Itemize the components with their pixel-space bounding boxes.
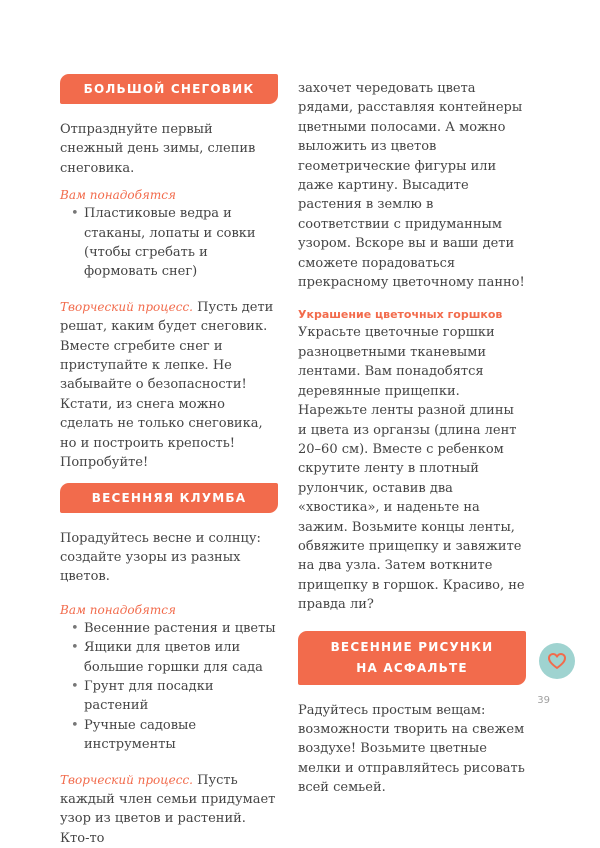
heart-badge — [539, 643, 575, 679]
left-column — [60, 74, 278, 848]
pots-text: Украсьте цветочные горшки разноцветными тканевыми лентами. Вам понадобятся деревянные прищепки. Нарежьте ленты разной длины и цвета из органзы (длина лент 20–60 см). Вместе с ребенком скрутите ленту в плотный рулончик, оставив два «хвостика», и наденьте на зажим. Возьмите концы ленты, обвяжите прищепку и завяжите на два узла. Затем воткните прищепку в горшок. Красиво, не правда ли? — [298, 325, 525, 613]
asphalt-section-title — [298, 631, 526, 685]
snowman-needs-label: Вам понадобятся — [60, 188, 176, 203]
flowerbed-process-label: Творческий процесс. — [60, 772, 193, 787]
flowerbed-process — [60, 771, 278, 848]
asphalt-title-line2: НА АСФАЛЬТЕ — [356, 660, 468, 675]
snowman-process-text: Пусть дети решат, каким будет снеговик. Вместе сгребите снег и приступайте к лепке. Не забывайте о безопасности! Кстати, из снега можно сделать не только снеговика, но и построить крепость! Попробуйте! — [60, 299, 274, 471]
snowman-process-label: Творческий процесс. — [60, 299, 193, 314]
list-item: • Ручные садовые инструменты — [60, 716, 278, 755]
pots-subheading: Украшение цветочных горшков — [298, 308, 503, 322]
snowman-section-title: БОЛЬШОЙ СНЕГОВИК — [60, 74, 278, 104]
page-number: 39 — [537, 695, 550, 706]
right-column — [298, 79, 526, 798]
snowman-process — [60, 298, 278, 473]
snowman-intro: Отпразднуйте первый снежный день зимы, слепив снеговика. — [60, 122, 256, 176]
flowerbed-continuation: захочет чередовать цвета рядами, расставляя контейнеры цветными полосами. А можно выложить из цветов геометрические фигуры или даже картину. Высадите растения в землю в соответствии с придуманным узором. Вскоре вы и ваши дети сможете порадоваться прекрасному цветочному панно! — [298, 81, 525, 291]
list-item: • Ящики для цветов или большие горшки для сада — [60, 638, 278, 677]
snowman-needs-list — [60, 204, 278, 282]
list-item: • Пластиковые ведра и стаканы, лопаты и совки (чтобы сгребать и формовать снег) — [60, 204, 278, 282]
asphalt-title-line1: ВЕСЕННИЕ РИСУНКИ — [330, 639, 494, 654]
list-item: • Весенние растения и цветы — [60, 619, 278, 638]
flowerbed-needs-list — [60, 619, 278, 755]
heart-icon — [547, 652, 567, 670]
flowerbed-intro: Порадуйтесь весне и солнцу: создайте узоры из разных цветов. — [60, 530, 261, 585]
asphalt-text: Радуйтесь простым вещам: возможности творить на свежем воздухе! Возьмите цветные мелки и отправляйтесь рисовать всей семьей. — [298, 702, 525, 796]
list-item: • Грунт для посадки растений — [60, 677, 278, 716]
flowerbed-section-title: ВЕСЕННЯЯ КЛУМБА — [60, 483, 278, 513]
flowerbed-process-text: Пусть каждый член семьи придумает узор из цветов и растений. Кто-то — [60, 772, 276, 846]
flowerbed-needs-label: Вам понадобятся — [60, 602, 176, 617]
